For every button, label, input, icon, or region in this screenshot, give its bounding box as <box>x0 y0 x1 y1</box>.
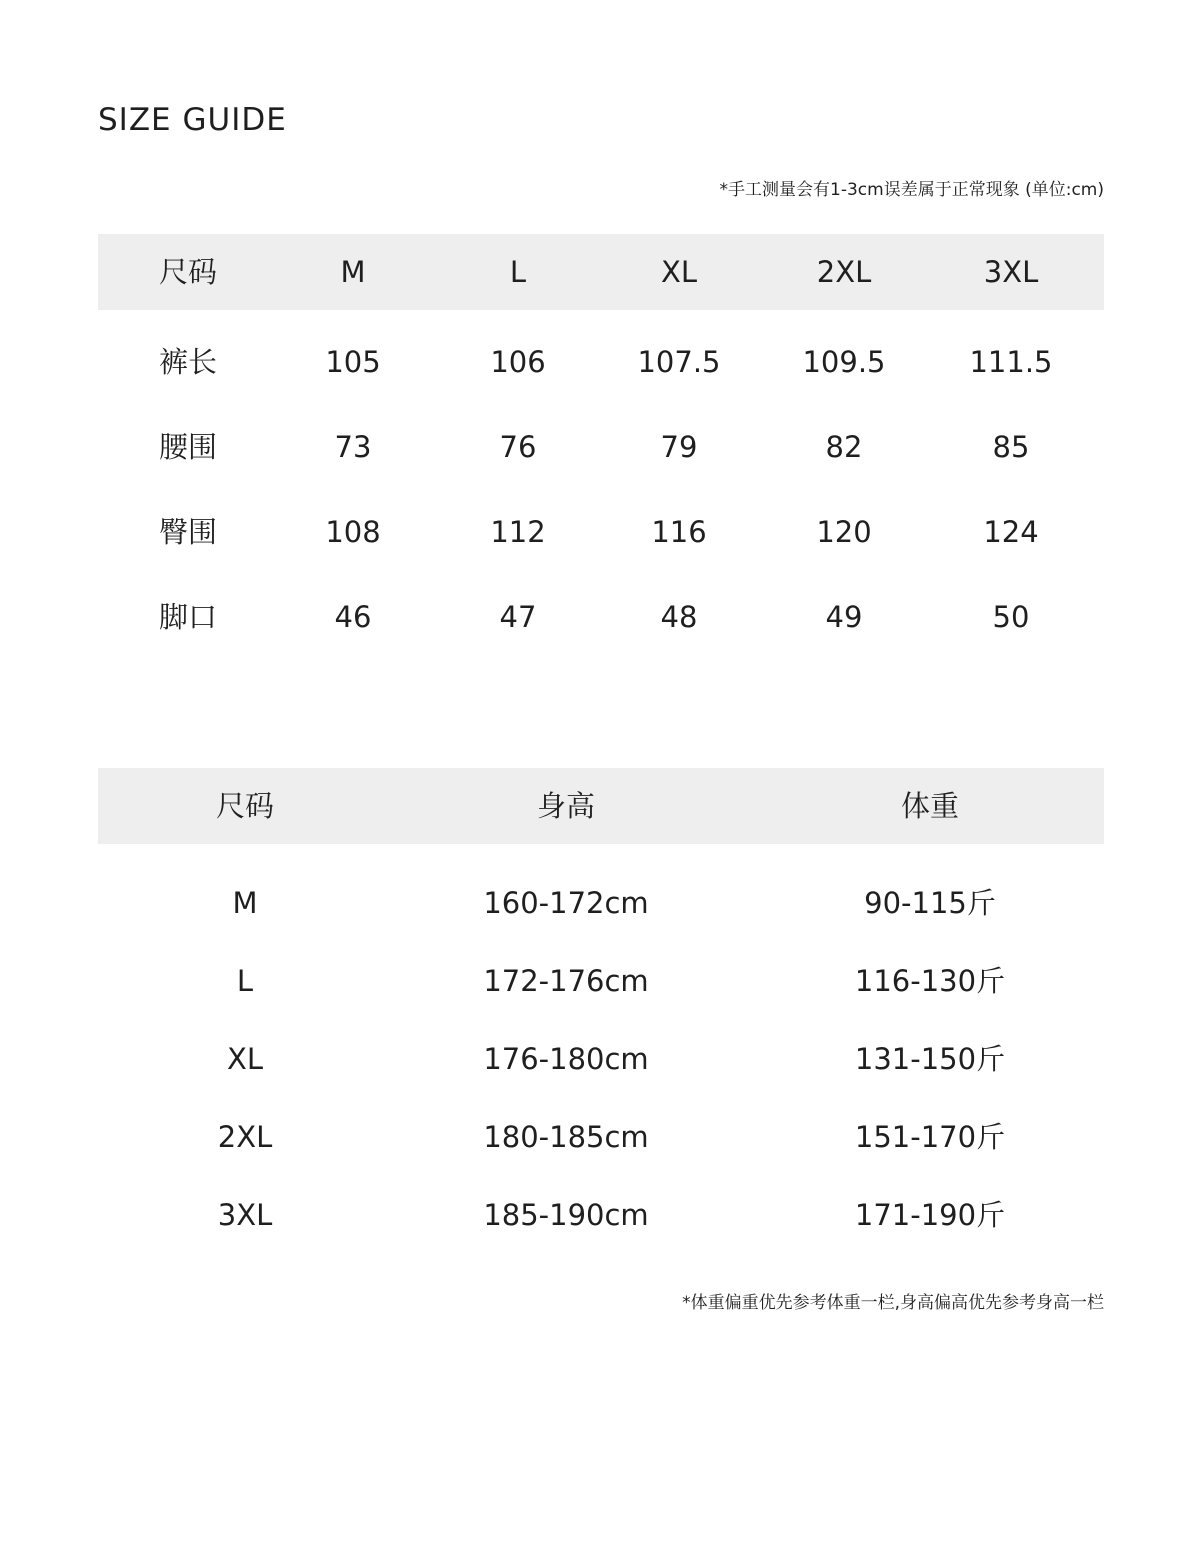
table-cell: 172-176cm <box>483 964 649 998</box>
row-label: 臀围 <box>158 515 217 549</box>
table-cell: 76 <box>499 430 537 464</box>
table-row <box>98 320 1104 405</box>
table-cell: 85 <box>992 430 1030 464</box>
table-cell: 48 <box>660 600 698 634</box>
table-cell: 171-190斤 <box>854 1198 1006 1232</box>
header-xl: XL <box>660 255 698 289</box>
fit-table-header <box>98 768 1104 844</box>
header-m: M <box>340 255 366 289</box>
table-cell: 82 <box>825 430 863 464</box>
table-cell: 111.5 <box>969 345 1053 379</box>
table-cell: 105 <box>325 345 381 379</box>
table-row <box>98 1176 1104 1254</box>
table-cell: 49 <box>825 600 863 634</box>
row-label: L <box>236 964 254 998</box>
header-l: L <box>509 255 527 289</box>
table-cell: 112 <box>490 515 546 549</box>
row-label: XL <box>226 1042 264 1076</box>
table-cell: 47 <box>499 600 537 634</box>
fit-table <box>98 768 1104 1254</box>
header-2xl: 2XL <box>816 255 872 289</box>
table-cell: 131-150斤 <box>854 1042 1006 1076</box>
table-cell: 151-170斤 <box>854 1120 1006 1154</box>
table-row <box>98 1098 1104 1176</box>
table-cell: 160-172cm <box>483 886 649 920</box>
measurement-table-header <box>98 234 1104 310</box>
header-size: 尺码 <box>215 789 274 823</box>
row-label: 3XL <box>217 1198 273 1232</box>
row-label: 裤长 <box>158 345 217 379</box>
table-row <box>98 864 1104 942</box>
header-size: 尺码 <box>158 255 217 289</box>
table-cell: 50 <box>992 600 1030 634</box>
table-cell: 116 <box>651 515 707 549</box>
table-row <box>98 490 1104 575</box>
table-row <box>98 575 1104 660</box>
fit-note: *体重偏重优先参考体重一栏,身高偏高优先参考身高一栏 <box>682 1293 1104 1313</box>
table-cell: 106 <box>490 345 546 379</box>
table-cell: 116-130斤 <box>854 964 1006 998</box>
row-label: 2XL <box>217 1120 273 1154</box>
table-cell: 73 <box>334 430 372 464</box>
header-weight: 体重 <box>900 789 959 823</box>
header-3xl: 3XL <box>983 255 1039 289</box>
row-label: 腰围 <box>158 430 217 464</box>
table-cell: 109.5 <box>802 345 886 379</box>
table-cell: 120 <box>816 515 872 549</box>
table-cell: 180-185cm <box>483 1120 649 1154</box>
table-row <box>98 405 1104 490</box>
table-cell: 90-115斤 <box>864 886 996 920</box>
table-row <box>98 1020 1104 1098</box>
measurement-table <box>98 234 1104 660</box>
row-label: 脚口 <box>158 600 217 634</box>
table-cell: 79 <box>660 430 698 464</box>
table-cell: 185-190cm <box>483 1198 649 1232</box>
table-row <box>98 942 1104 1020</box>
row-label: M <box>232 886 258 920</box>
header-height: 身高 <box>536 789 595 823</box>
table-cell: 124 <box>983 515 1039 549</box>
table-cell: 108 <box>325 515 381 549</box>
measurement-note: *手工测量会有1-3cm误差属于正常现象 (单位:cm) <box>719 180 1104 200</box>
table-cell: 176-180cm <box>483 1042 649 1076</box>
page-title: SIZE GUIDE <box>98 102 287 138</box>
table-cell: 46 <box>334 600 372 634</box>
table-cell: 107.5 <box>637 345 721 379</box>
